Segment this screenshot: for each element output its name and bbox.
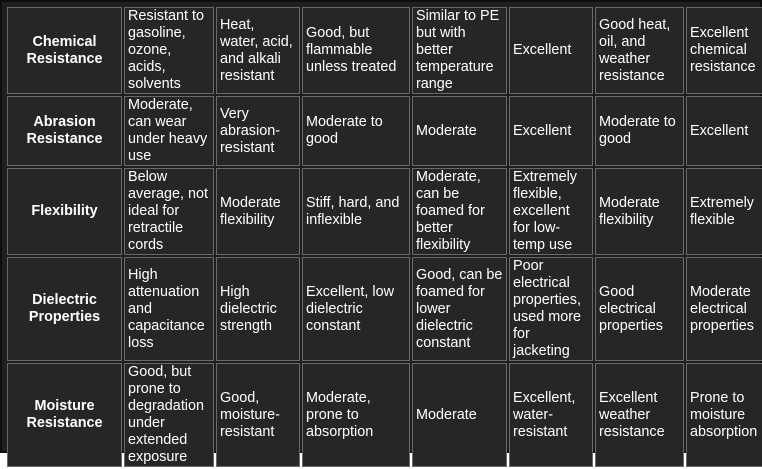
table-cell: Moderate electrical properties bbox=[686, 257, 762, 361]
table-cell: Moderate, can wear under heavy use bbox=[124, 96, 214, 166]
table-cell: High attenuation and capacitance loss bbox=[124, 257, 214, 361]
row-header: Moisture Resistance bbox=[7, 363, 122, 467]
row-header: Chemical Resistance bbox=[7, 7, 122, 94]
table-row bbox=[7, 168, 762, 255]
table-cell: Extremely flexible bbox=[686, 168, 762, 255]
row-header: Flexibility bbox=[7, 168, 122, 255]
table-row bbox=[7, 257, 762, 361]
table-cell: Good, can be foamed for lower dielectric constant bbox=[412, 257, 507, 361]
table-cell: High dielectric strength bbox=[216, 257, 300, 361]
row-header: Dielectric Properties bbox=[7, 257, 122, 361]
table-cell: Moderate, prone to absorption bbox=[302, 363, 410, 467]
table-cell: Extremely flexible, excellent for low-temp use bbox=[509, 168, 593, 255]
table-row bbox=[7, 363, 762, 467]
table-cell: Moderate bbox=[412, 96, 507, 166]
table-cell: Below average, not ideal for retractile cords bbox=[124, 168, 214, 255]
table-row bbox=[7, 7, 762, 94]
table-cell: Moderate to good bbox=[302, 96, 410, 166]
material-properties-table bbox=[5, 5, 762, 469]
row-header: Abrasion Resistance bbox=[7, 96, 122, 166]
table-cell: Moderate flexibility bbox=[216, 168, 300, 255]
table-cell: Similar to PE but with better temperature range bbox=[412, 7, 507, 94]
table-cell: Excellent weather resistance bbox=[595, 363, 684, 467]
table-cell: Stiff, hard, and inflexible bbox=[302, 168, 410, 255]
table-cell: Good, but prone to degradation under extended exposure bbox=[124, 363, 214, 467]
table-cell: Moderate flexibility bbox=[595, 168, 684, 255]
table-cell: Good, moisture-resistant bbox=[216, 363, 300, 467]
table-cell: Resistant to gasoline, ozone, acids, solvents bbox=[124, 7, 214, 94]
table-cell: Moderate bbox=[412, 363, 507, 467]
table-cell: Moderate to good bbox=[595, 96, 684, 166]
table-cell: Excellent chemical resistance bbox=[686, 7, 762, 94]
table-cell: Excellent, low dielectric constant bbox=[302, 257, 410, 361]
table-cell: Moderate, can be foamed for better flexibility bbox=[412, 168, 507, 255]
table-cell: Excellent bbox=[509, 7, 593, 94]
table-cell: Excellent bbox=[509, 96, 593, 166]
table-cell: Prone to moisture absorption bbox=[686, 363, 762, 467]
table-cell: Excellent bbox=[686, 96, 762, 166]
table-cell: Excellent, water-resistant bbox=[509, 363, 593, 467]
table-cell: Heat, water, acid, and alkali resistant bbox=[216, 7, 300, 94]
table-cell: Good electrical properties bbox=[595, 257, 684, 361]
table-cell: Very abrasion-resistant bbox=[216, 96, 300, 166]
table-cell: Good, but flammable unless treated bbox=[302, 7, 410, 94]
table-row bbox=[7, 96, 762, 166]
table-cell: Good heat, oil, and weather resistance bbox=[595, 7, 684, 94]
table-cell: Poor electrical properties, used more for jacketing bbox=[509, 257, 593, 361]
